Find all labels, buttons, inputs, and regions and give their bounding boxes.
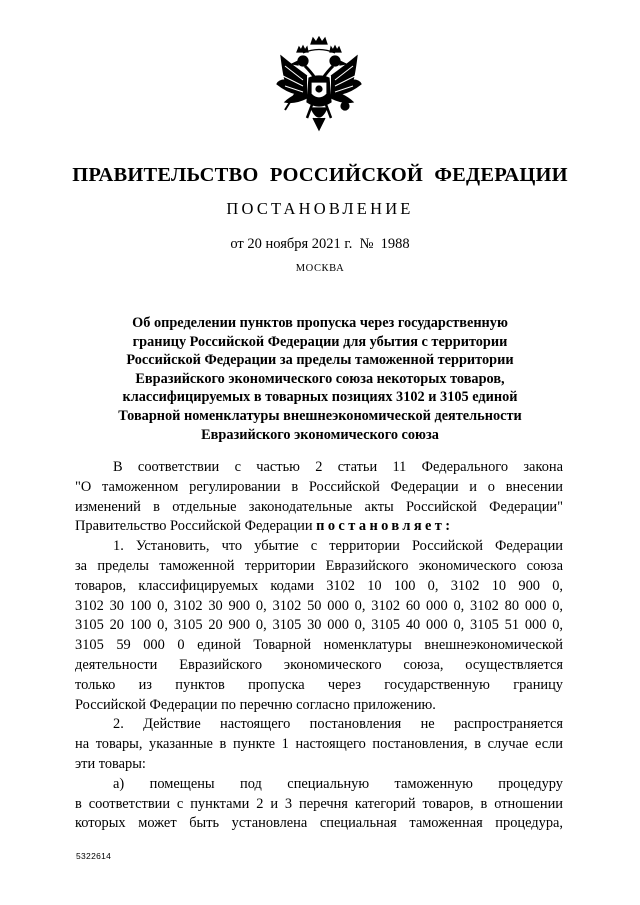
subject-line: границу Российской Федерации для убытия с территории [132,333,508,350]
paragraph-2-line: 2. Действие настоящего постановления не распространяется [113,716,563,733]
paragraph-1-line: за пределы таможенной территории Евразийского экономического союза [75,557,563,574]
paragraph-1-line: товаров, классифицируемых кодами 3102 10 100 0, 3102 10 900 0, [75,577,563,594]
paragraph-1-line: Российской Федерации по перечню согласно приложению. [75,696,436,713]
russian-coat-of-arms-icon [273,36,365,140]
subject-line: Товарной номенклатуры внешнеэкономической деятельности [118,407,522,424]
paragraph-1-line: 3105 20 100 0, 3105 20 900 0, 3105 30 000 0, 3105 40 000 0, 3105 51 000 0, [75,617,563,634]
subject-line: Об определении пунктов пропуска через государственную [132,315,508,331]
government-title: ПРАВИТЕЛЬСТВО РОССИЙСКОЙ ФЕДЕРАЦИИ [72,164,568,186]
paragraph-1-line: 3105 59 000 0 единой Товарной номенклатуры внешнеэкономической [75,637,563,654]
document-date-number: от 20 ноября 2021 г. № 1988 [230,236,410,252]
subject-line: Российской Федерации за пределы таможенной территории [126,352,514,369]
subject-line: Евразийского экономического союза [201,426,439,443]
paragraph-2-line: эти товары: [75,755,146,772]
body-line [75,517,563,537]
paragraph-1-line: 1. Установить, что убытие с территории Российской Федерации [113,538,563,555]
city-name: МОСКВА [295,263,345,274]
paragraph-2-line: на товары, указанные в пункте 1 настоящего постановления, в случае если [75,736,563,753]
document-type: ПОСТАНОВЛЕНИЕ [226,199,414,218]
body-line: В соответствии с частью 2 статьи 11 Федерального закона [113,459,563,475]
paragraph-2a-line: а) помещены под специальную таможенную процедуру [113,775,563,792]
paragraph-2a-line: которых может быть установлена специальная таможенная процедура, [75,815,563,832]
body-line: изменений в отдельные законодательные акты Российской Федерации" [75,498,563,515]
decree-word: постановляет: [316,518,454,535]
body-line: "О таможенном регулировании в Российской Федерации и о внесении [75,478,563,495]
document-subject [96,314,544,444]
document-code: 5322614 [76,851,112,861]
subject-line: классифицируемых в товарных позициях 3102 и 3105 единой [122,389,518,406]
paragraph-2a-line: в соответствии с пунктами 2 и 3 перечня категорий товаров, в отношении [75,795,563,812]
document-body [75,458,563,834]
paragraph-1-line: только из пунктов пропуска через государственную границу [75,676,563,693]
government-subject: Правительство Российской Федерации [75,518,317,535]
paragraph-1-line: деятельности Евразийского экономического союза, осуществляется [75,656,563,673]
subject-line: Евразийского экономического союза некоторых товаров, [135,370,505,387]
paragraph-1-line: 3102 30 100 0, 3102 30 900 0, 3102 50 000 0, 3102 60 000 0, 3102 80 000 0, [75,597,563,614]
